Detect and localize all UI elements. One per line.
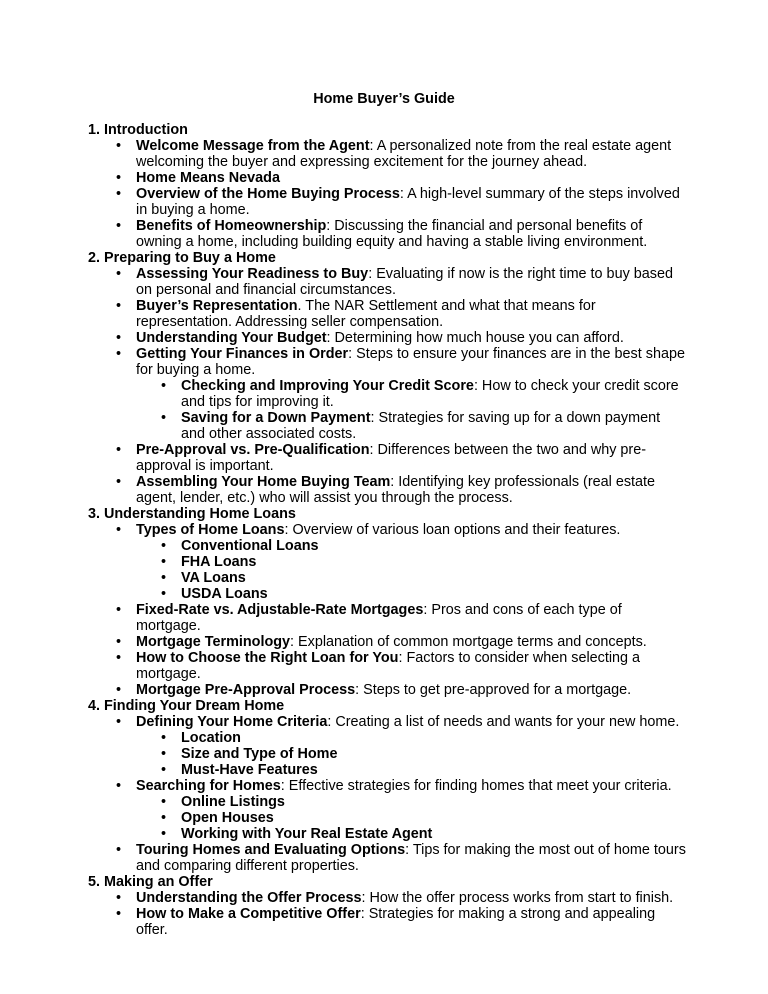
item-term: Checking and Improving Your Credit Score: [181, 378, 474, 394]
item-term: Fixed-Rate vs. Adjustable-Rate Mortgages: [136, 602, 424, 618]
list-item: [88, 778, 688, 842]
item-term: How to Make a Competitive Offer: [136, 906, 361, 922]
bullet-icon: •: [161, 826, 167, 842]
list-item: [88, 906, 688, 938]
item-description: : How the offer process works from start to finish.: [361, 890, 674, 906]
item-description: : How to check your credit score and tips for improving it.: [181, 378, 679, 410]
list-item: [88, 170, 688, 186]
item-term: Getting Your Finances in Order: [136, 346, 349, 362]
outline-section: [88, 250, 688, 506]
bullet-icon: •: [116, 650, 122, 666]
bullet-icon: •: [116, 442, 122, 458]
list-item: [88, 474, 688, 506]
section-heading: 1. Introduction: [88, 122, 188, 138]
outline-section: [88, 698, 688, 874]
sub-list-item: [136, 826, 688, 842]
document-outline: [88, 122, 688, 938]
sub-list-item: [136, 538, 688, 554]
bullet-icon: •: [116, 474, 122, 490]
list-item: [88, 266, 688, 298]
item-description: : Evaluating if now is the right time to buy based on personal and financial circumstances.: [136, 266, 673, 298]
item-term: Defining Your Home Criteria: [136, 714, 328, 730]
item-term: Assembling Your Home Buying Team: [136, 474, 391, 490]
section-list: [88, 522, 688, 698]
section-heading: 2. Preparing to Buy a Home: [88, 250, 276, 266]
item-term: Mortgage Terminology: [136, 634, 291, 650]
item-term: Size and Type of Home: [181, 746, 338, 762]
sub-list: [136, 794, 688, 842]
sub-list-item: [136, 586, 688, 602]
list-item: [88, 138, 688, 170]
item-term: Assessing Your Readiness to Buy: [136, 266, 369, 282]
sub-list-item: [136, 554, 688, 570]
sub-list-item: [136, 730, 688, 746]
section-list: [88, 266, 688, 506]
list-item: [88, 634, 688, 650]
bullet-icon: •: [116, 266, 122, 282]
list-item: [88, 602, 688, 634]
list-item: [88, 650, 688, 682]
item-description: : Factors to consider when selecting a mortgage.: [136, 650, 641, 682]
bullet-icon: •: [161, 762, 167, 778]
bullet-icon: •: [161, 586, 167, 602]
item-description: : Discussing the financial and personal benefits of owning a home, including building equity and having a stable living environment.: [136, 218, 648, 250]
item-term: Location: [181, 730, 241, 746]
list-item: [88, 522, 688, 602]
item-term: Pre-Approval vs. Pre-Qualification: [136, 442, 370, 458]
bullet-icon: •: [161, 810, 167, 826]
list-item: [88, 298, 688, 330]
list-item: [88, 890, 688, 906]
item-term: Searching for Homes: [136, 778, 281, 794]
bullet-icon: •: [116, 890, 122, 906]
item-description: : A personalized note from the real estate agent welcoming the buyer and expressing excitement for the journey ahead.: [136, 138, 672, 170]
bullet-icon: •: [116, 842, 122, 858]
list-item: [88, 842, 688, 874]
item-description: : Overview of various loan options and their features.: [284, 522, 621, 538]
item-description: : Steps to get pre-approved for a mortgage.: [355, 682, 632, 698]
item-term: Online Listings: [181, 794, 285, 810]
bullet-icon: •: [116, 714, 122, 730]
item-description: . The NAR Settlement and what that means for representation. Addressing seller compensation.: [136, 298, 596, 330]
item-description: : Strategies for making a strong and appealing offer.: [136, 906, 656, 938]
sub-list: [136, 378, 688, 442]
item-description: : A high-level summary of the steps involved in buying a home.: [136, 186, 680, 218]
bullet-icon: •: [161, 554, 167, 570]
item-term: Home Means Nevada: [136, 170, 280, 186]
bullet-icon: •: [161, 378, 167, 394]
bullet-icon: •: [116, 634, 122, 650]
sub-list: [136, 730, 688, 778]
sub-list-item: [136, 570, 688, 586]
section-list: [88, 714, 688, 874]
item-term: Touring Homes and Evaluating Options: [136, 842, 406, 858]
bullet-icon: •: [116, 138, 122, 154]
bullet-icon: •: [116, 682, 122, 698]
bullet-icon: •: [116, 778, 122, 794]
section-list: [88, 138, 688, 250]
item-description: : Pros and cons of each type of mortgage.: [136, 602, 622, 634]
bullet-icon: •: [116, 298, 122, 314]
section-heading: 4. Finding Your Dream Home: [88, 698, 285, 714]
item-term: Welcome Message from the Agent: [136, 138, 370, 154]
item-term: Mortgage Pre-Approval Process: [136, 682, 356, 698]
item-term: Understanding the Offer Process: [136, 890, 362, 906]
list-item: [88, 330, 688, 346]
item-description: : Determining how much house you can afford.: [326, 330, 624, 346]
item-term: VA Loans: [181, 570, 246, 586]
item-term: USDA Loans: [181, 586, 268, 602]
item-term: Must-Have Features: [181, 762, 318, 778]
list-item: [88, 442, 688, 474]
bullet-icon: •: [116, 330, 122, 346]
item-description: : Tips for making the most out of home tours and comparing different properties.: [136, 842, 686, 874]
bullet-icon: •: [161, 410, 167, 426]
item-term: Saving for a Down Payment: [181, 410, 371, 426]
item-description: : Explanation of common mortgage terms and concepts.: [290, 634, 647, 650]
bullet-icon: •: [116, 186, 122, 202]
list-item: [88, 186, 688, 218]
list-item: [88, 682, 688, 698]
item-description: : Steps to ensure your finances are in the best shape for buying a home.: [136, 346, 685, 378]
sub-list-item: [136, 746, 688, 762]
item-term: Types of Home Loans: [136, 522, 285, 538]
item-term: Overview of the Home Buying Process: [136, 186, 400, 202]
bullet-icon: •: [116, 602, 122, 618]
section-heading: 5. Making an Offer: [88, 874, 213, 890]
bullet-icon: •: [161, 746, 167, 762]
sub-list-item: [136, 794, 688, 810]
item-description: : Differences between the two and why pre-approval is important.: [136, 442, 647, 474]
sub-list: [136, 538, 688, 602]
item-term: FHA Loans: [181, 554, 257, 570]
item-description: : Creating a list of needs and wants for your new home.: [327, 714, 680, 730]
bullet-icon: •: [161, 730, 167, 746]
bullet-icon: •: [116, 170, 122, 186]
item-term: Open Houses: [181, 810, 274, 826]
outline-section: [88, 506, 688, 698]
sub-list-item: [136, 762, 688, 778]
list-item: [88, 714, 688, 778]
sub-list-item: [136, 378, 688, 410]
item-term: Buyer’s Representation: [136, 298, 298, 314]
document-title: Home Buyer’s Guide: [313, 91, 455, 107]
item-description: : Identifying key professionals (real estate agent, lender, etc.) who will assist you through the process.: [136, 474, 656, 506]
item-term: Benefits of Homeownership: [136, 218, 327, 234]
item-description: : Effective strategies for finding homes that meet your criteria.: [280, 778, 672, 794]
bullet-icon: •: [116, 346, 122, 362]
bullet-icon: •: [116, 218, 122, 234]
sub-list-item: [136, 410, 688, 442]
outline-section: [88, 122, 688, 250]
item-term: Working with Your Real Estate Agent: [181, 826, 433, 842]
section-list: [88, 890, 688, 938]
bullet-icon: •: [161, 570, 167, 586]
bullet-icon: •: [116, 906, 122, 922]
bullet-icon: •: [161, 794, 167, 810]
item-term: Conventional Loans: [181, 538, 319, 554]
sub-list-item: [136, 810, 688, 826]
list-item: [88, 218, 688, 250]
list-item: [88, 346, 688, 442]
bullet-icon: •: [161, 538, 167, 554]
item-term: Understanding Your Budget: [136, 330, 327, 346]
bullet-icon: •: [116, 522, 122, 538]
outline-section: [88, 874, 688, 938]
section-heading: 3. Understanding Home Loans: [88, 506, 296, 522]
item-term: How to Choose the Right Loan for You: [136, 650, 399, 666]
item-description: : Strategies for saving up for a down payment and other associated costs.: [181, 410, 661, 442]
